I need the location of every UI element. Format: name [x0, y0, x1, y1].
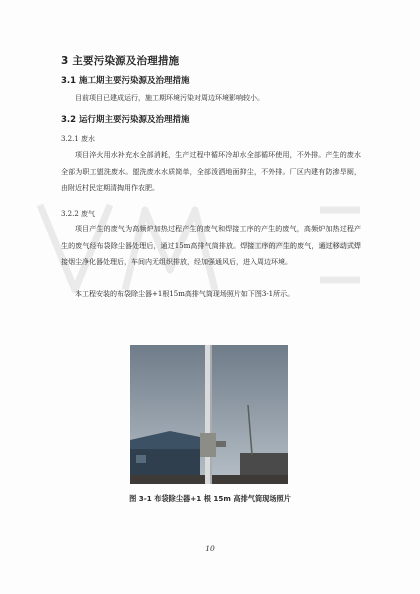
- wastewater-text: 项目淬火用水补充水全部消耗，生产过程中循环冷却水全部循环使用，不外排。产生的废水全部为职工盥洗废水。盥洗废水水质简单，全部泼洒地面抑尘，不外排。厂区内建有防渗旱厕，由附近村民定期清掏用作农肥。: [61, 151, 361, 192]
- operation-heading: 3.2 运行期主要污染源及治理措施: [61, 115, 190, 125]
- photo-stack-shade: [210, 345, 212, 484]
- section-title: 3 主要污染源及治理措施: [61, 55, 180, 67]
- photo-dust-collector: [200, 433, 216, 457]
- exhaust-text: 项目产生的废气为高频炉加热过程产生的废气和焊接工序的产生的废气，高频炉加热过程产生的废气经布袋除尘器处理后，通过15m高排气筒排放。焊接工序的产生的废气，通过移动式焊接烟尘净化器处理后，车间内无组织排放，经加强通风后，进入周边环境。: [61, 225, 361, 266]
- construction-heading: 3.1 施工期主要污染源及治理措施: [61, 76, 190, 86]
- site-photo: [130, 345, 288, 484]
- page-number: 10: [205, 544, 215, 553]
- photo-building-window: [136, 455, 146, 463]
- construction-text: 目前项目已建成运行，施工期环境污染对周边环境影响较小。: [75, 94, 264, 102]
- figure-caption: 图 3-1 布袋除尘器+1 根 15m 高排气筒现场照片: [129, 494, 291, 503]
- wastewater-heading: 3.2.1 废水: [61, 135, 96, 143]
- photo-pipe: [216, 441, 226, 447]
- exhaust-install-text: 本工程安装的布袋除尘器+1根15m高排气筒现场照片如下图3-1所示。: [75, 290, 295, 298]
- exhaust-heading: 3.2.2 废气: [61, 210, 96, 218]
